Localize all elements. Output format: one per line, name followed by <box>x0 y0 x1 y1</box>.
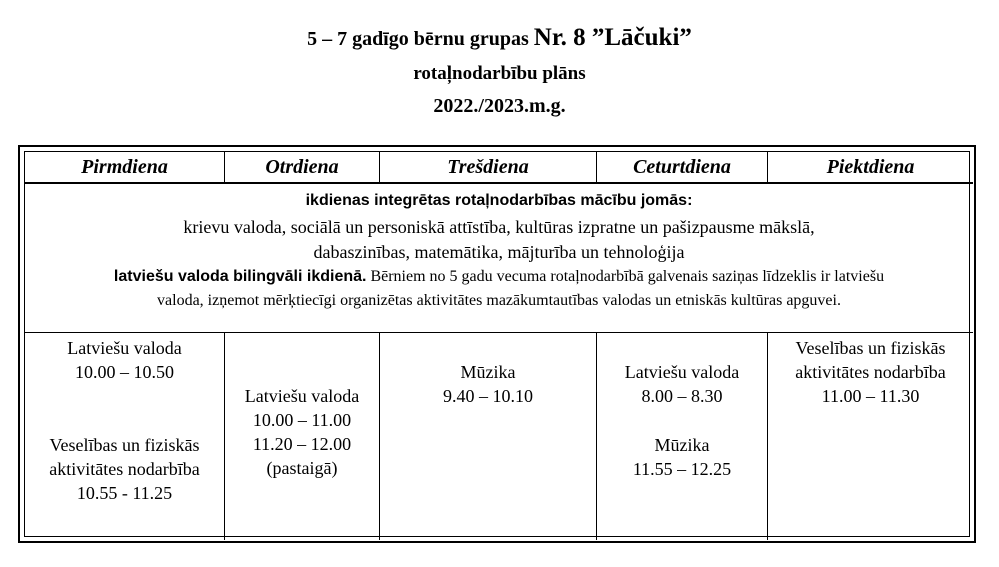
tuesday-cell <box>225 333 380 540</box>
header-monday: Pirmdiena <box>25 152 225 182</box>
tuesday-time-2: 11.20 – 12.00 <box>252 434 352 454</box>
integrated-activities-heading: ikdienas integrētas rotaļnodarbības mācību jomās <box>305 192 688 209</box>
group-name: Nr. 8 ”Lāčuki” <box>533 24 692 51</box>
school-year: 2022./2023.m.g. <box>433 95 566 117</box>
schedule-row <box>25 333 973 540</box>
tuesday-activity-1: Latviešu valoda <box>244 386 360 406</box>
friday-cell <box>768 333 973 540</box>
monday-activity-2-line1: Veselības un fiziskās <box>49 435 200 455</box>
page-title <box>0 24 999 52</box>
monday-activity-2-line2: aktivitātes nodarbība <box>49 459 200 479</box>
friday-activity-1-line2: aktivitātes nodarbība <box>795 362 946 382</box>
thursday-time-2: 11.55 – 12.25 <box>632 459 732 479</box>
header-thursday: Ceturtdiena <box>597 152 768 182</box>
daily-activities-note <box>25 186 973 333</box>
table-header-row <box>25 152 973 184</box>
info-subjects-line1: krievu valoda, sociālā un personiskā attīstība, kultūras izpratne un pašizpausme mākslā, <box>183 217 815 237</box>
wednesday-cell <box>380 333 597 540</box>
friday-activity-1-line1: Veselības un fiziskās <box>795 338 946 358</box>
monday-activity-1: Latviešu valoda <box>67 338 182 358</box>
thursday-activity-1: Latviešu valoda <box>624 362 740 382</box>
heading-colon: : <box>687 192 693 209</box>
bilingual-note-text: Bērniem no 5 gadu vecuma rotaļnodarbībā galvenais saziņas līdzeklis ir latviešu <box>366 268 885 285</box>
monday-time-1: 10.00 – 10.50 <box>75 362 174 382</box>
bilingual-note-text-cont: valoda, izņemot mērķtiecīgi organizētas aktivitātes mazākumtautības valodas un etniskās kultūras apguvei. <box>157 292 841 309</box>
info-subjects-line2: dabaszinības, matemātika, mājturība un tehnoloģija <box>313 242 685 262</box>
friday-time-1: 11.00 – 11.30 <box>821 386 920 406</box>
header-wednesday: Trešdiena <box>380 152 597 182</box>
tuesday-time-1: 10.00 – 11.00 <box>252 410 352 430</box>
tuesday-note: (pastaigā) <box>266 458 338 478</box>
thursday-cell <box>597 333 768 540</box>
title-prefix: 5 – 7 gadīgo bērnu grupas <box>307 28 534 50</box>
schedule-table <box>18 145 976 543</box>
wednesday-activity-1: Mūzika <box>460 362 516 382</box>
bilingual-note-heading: latviešu valoda bilingvāli ikdienā. <box>113 268 367 285</box>
header-friday: Piektdiena <box>826 156 915 178</box>
monday-cell <box>25 333 225 540</box>
thursday-time-1: 8.00 – 8.30 <box>641 386 723 406</box>
thursday-activity-2: Mūzika <box>654 435 710 455</box>
header-tuesday: Otrdiena <box>225 152 380 182</box>
page-subtitle: rotaļnodarbību plāns <box>413 63 586 84</box>
monday-time-2: 10.55 - 11.25 <box>76 483 173 503</box>
wednesday-time-1: 9.40 – 10.10 <box>443 386 533 406</box>
